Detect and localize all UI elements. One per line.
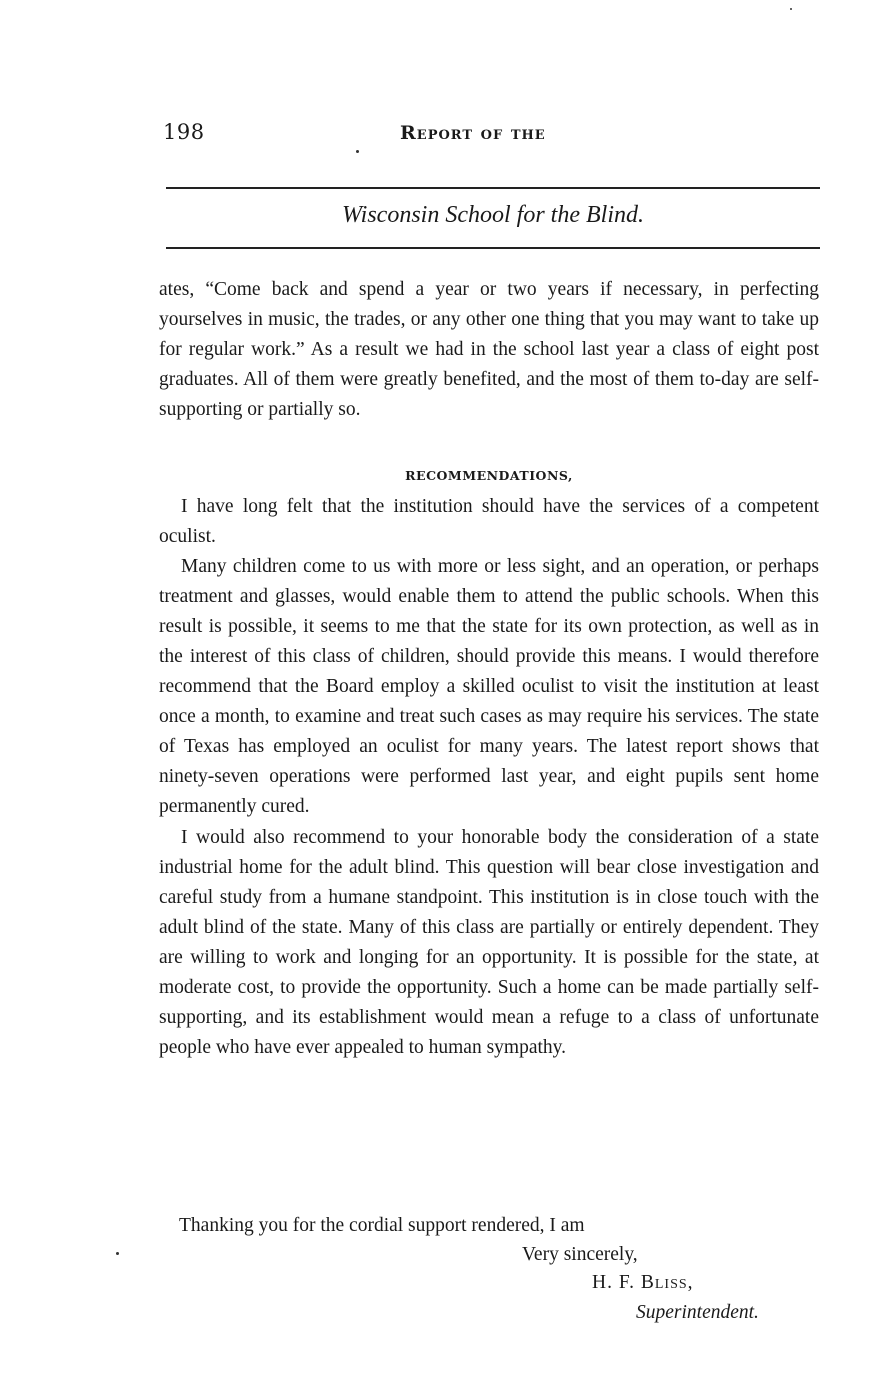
page-number: 198 [163, 120, 205, 144]
recommendations-heading: RECOMMENDATIONS, [405, 468, 573, 483]
recommendations-body [159, 492, 819, 1063]
paragraph-continued: ates, “Come back and spend a year or two years if necessary, in perfecting yourselves in music, the trades, or any other one thing that you may want to take up for regular work.” As a result we had in the school last year a class of eight post graduates. All of them were greatly benefited, and the most of them to-day are self-supporting or partially so. [159, 279, 819, 421]
closing-line: Thanking you for the cordial support rendered, I am [179, 1215, 585, 1236]
header-rule-top [166, 187, 820, 189]
section-title: Wisconsin School for the Blind. [342, 202, 644, 228]
running-head: Report of the [400, 122, 546, 144]
print-speck [356, 150, 359, 153]
header-rule-bottom [166, 247, 820, 249]
body-continuation [159, 275, 819, 425]
print-speck [116, 1252, 119, 1255]
signer-name: H. F. Bliss, [592, 1272, 694, 1293]
signoff: Very sincerely, [522, 1244, 638, 1265]
paragraph-industrial-home: I would also recommend to your honorable body the consideration of a state industrial home for the adult blind. This question will bear close investigation and careful study from a humane standpoint. This institution is in close touch with the adult blind of the state. Many of this class are partially or entirely dependent. They are willing to work and longing for an opportunity. It is possible for the state, at moderate cost, to provide the opportunity. Such a home can be made partially self-supporting, and its establishment would mean a refuge to a class of unfortunate people who have ever appealed to human sympathy. [159, 826, 819, 1058]
paragraph-oculist-detail: Many children come to us with more or less sight, and an operation, or perhaps treatment and glasses, would enable them to attend the public schools. When this result is possible, it seems to me that the state for its own protection, as well as in the interest of this class of children, should provide this means. I would therefore recommend that the Board employ a skilled oculist to visit the institution at least once a month, to examine and treat such cases as may require his services. The state of Texas has employed an oculist for many years. The latest report shows that ninety-seven operations were performed last year, and eight pupils sent home permanently cured. [159, 556, 819, 818]
signer-title: Superintendent. [636, 1302, 759, 1323]
print-speck [790, 8, 792, 10]
paragraph-oculist-intro: I have long felt that the institution should have the services of a competent oculist. [159, 496, 819, 548]
